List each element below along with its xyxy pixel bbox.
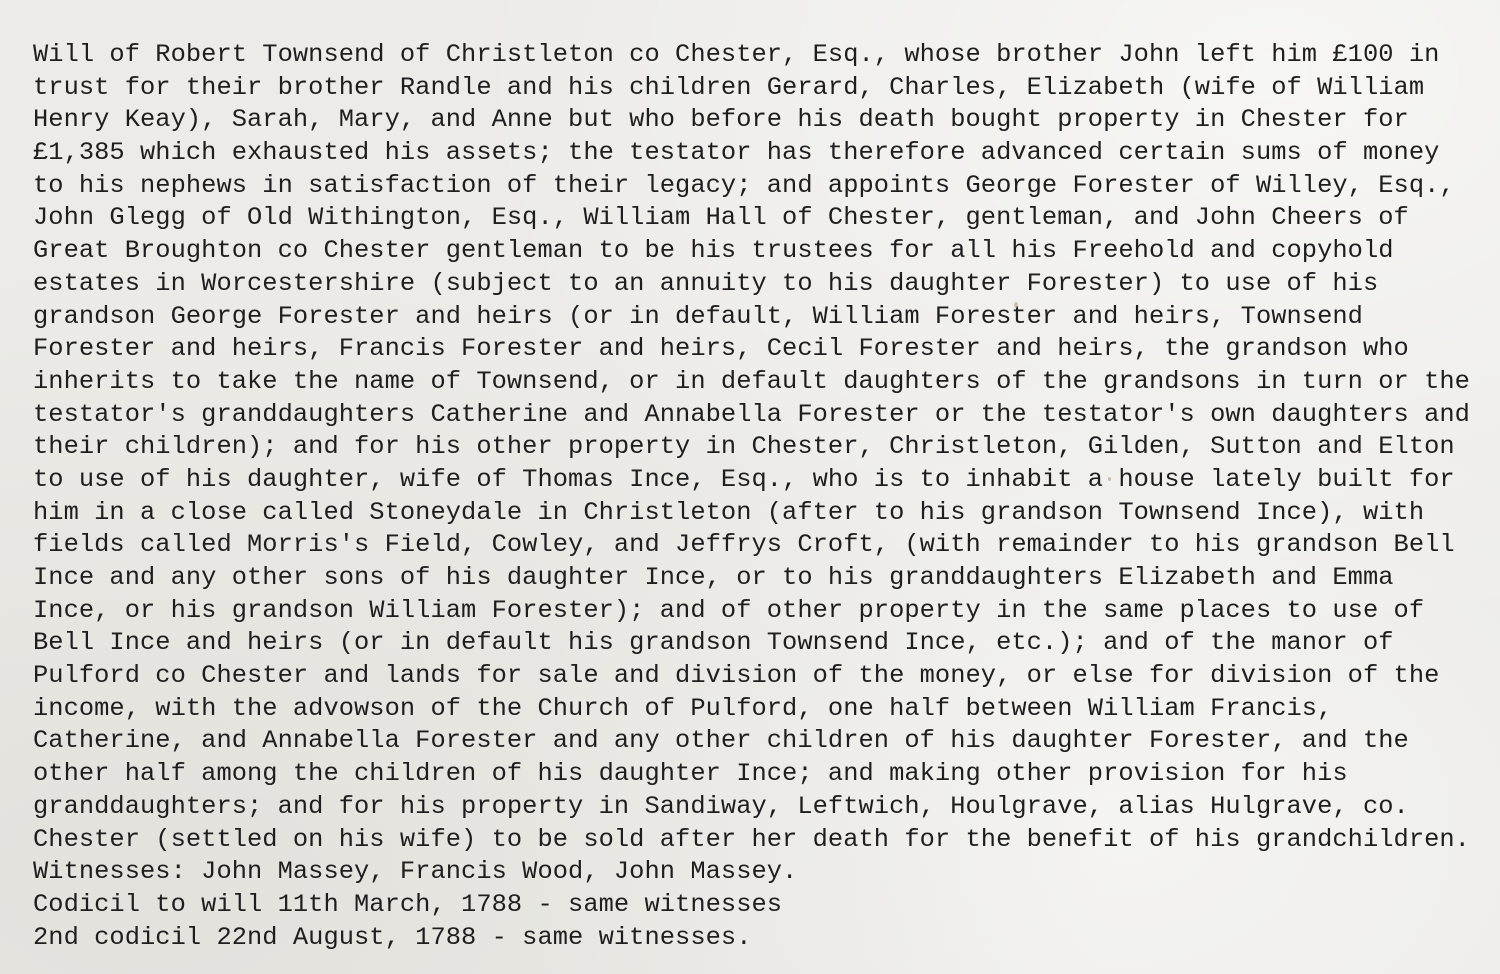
text-line: estates in Worcestershire (subject to an annuity to his daughter Forester) to use of his (33, 268, 1379, 298)
text-line: John Glegg of Old Withington, Esq., William Hall of Chester, gentleman, and John Cheers of (33, 203, 1409, 233)
text-line: Will of Robert Townsend of Christleton co Chester, Esq., whose brother John left him £100 in (33, 40, 1440, 69)
document-page (33, 39, 1493, 954)
text-line: grandson George Forester and heirs (or in default, William Forester and heirs, Townsend (33, 301, 1363, 331)
text-line: to use of his daughter, wife of Thomas Ince, Esq., who is to inhabit a house lately built for (33, 464, 1455, 494)
text-line: Bell Ince and heirs (or in default his grandson Townsend Ince, etc.); and of the manor of (33, 628, 1394, 658)
text-line: granddaughters; and for his property in Sandiway, Leftwich, Houlgrave, alias Hulgrave, co. (33, 791, 1409, 821)
paper-speck (1014, 302, 1018, 308)
text-line: to his nephews in satisfaction of their legacy; and appoints George Forester of Willey, Esq., (33, 170, 1455, 200)
text-line: Catherine, and Annabella Forester and any other children of his daughter Forester, and the (33, 726, 1409, 756)
text-line: income, with the advowson of the Church of Pulford, one half between William Francis, (33, 693, 1333, 723)
text-line: Ince and any other sons of his daughter Ince, or to his granddaughters Elizabeth and Emma (33, 563, 1394, 592)
text-line: other half among the children of his daughter Ince; and making other provision for his (33, 759, 1348, 789)
paper-speck (1108, 477, 1111, 481)
text-line: Ince, or his grandson William Forester); and of other property in the same places to use of (33, 595, 1425, 625)
text-line: Forester and heirs, Francis Forester and heirs, Cecil Forester and heirs, the grandson who (33, 334, 1409, 364)
text-line: testator's granddaughters Catherine and Annabella Forester or the testator's own daughters and (33, 399, 1470, 429)
text-line: fields called Morris's Field, Cowley, and Jeffrys Croft, (with remainder to his grandson Bell (33, 530, 1455, 560)
text-line: trust for their brother Randle and his children Gerard, Charles, Elizabeth (wife of William (33, 72, 1425, 102)
text-line: £1,385 which exhausted his assets; the testator has therefore advanced certain sums of money (33, 138, 1440, 168)
text-line: their children); and for his other property in Chester, Christleton, Gilden, Sutton and Elton (33, 432, 1455, 462)
text-line: Pulford co Chester and lands for sale and division of the money, or else for division of the (33, 661, 1440, 691)
text-line: Great Broughton co Chester gentleman to be his trustees for all his Freehold and copyhold (33, 236, 1394, 266)
text-line: Chester (settled on his wife) to be sold after her death for the benefit of his grandchildren. (33, 824, 1470, 854)
text-line: Henry Keay), Sarah, Mary, and Anne but who before his death bought property in Chester for (33, 105, 1409, 135)
text-line: Codicil to will 11th March, 1788 - same witnesses (33, 889, 783, 919)
text-line: Witnesses: John Massey, Francis Wood, John Massey. (33, 857, 798, 887)
text-line: inherits to take the name of Townsend, or in default daughters of the grandsons in turn or the (33, 366, 1470, 396)
text-line: 2nd codicil 22nd August, 1788 - same witnesses. (33, 922, 752, 952)
text-line: him in a close called Stoneydale in Christleton (after to his grandson Townsend Ince), with (33, 497, 1425, 527)
